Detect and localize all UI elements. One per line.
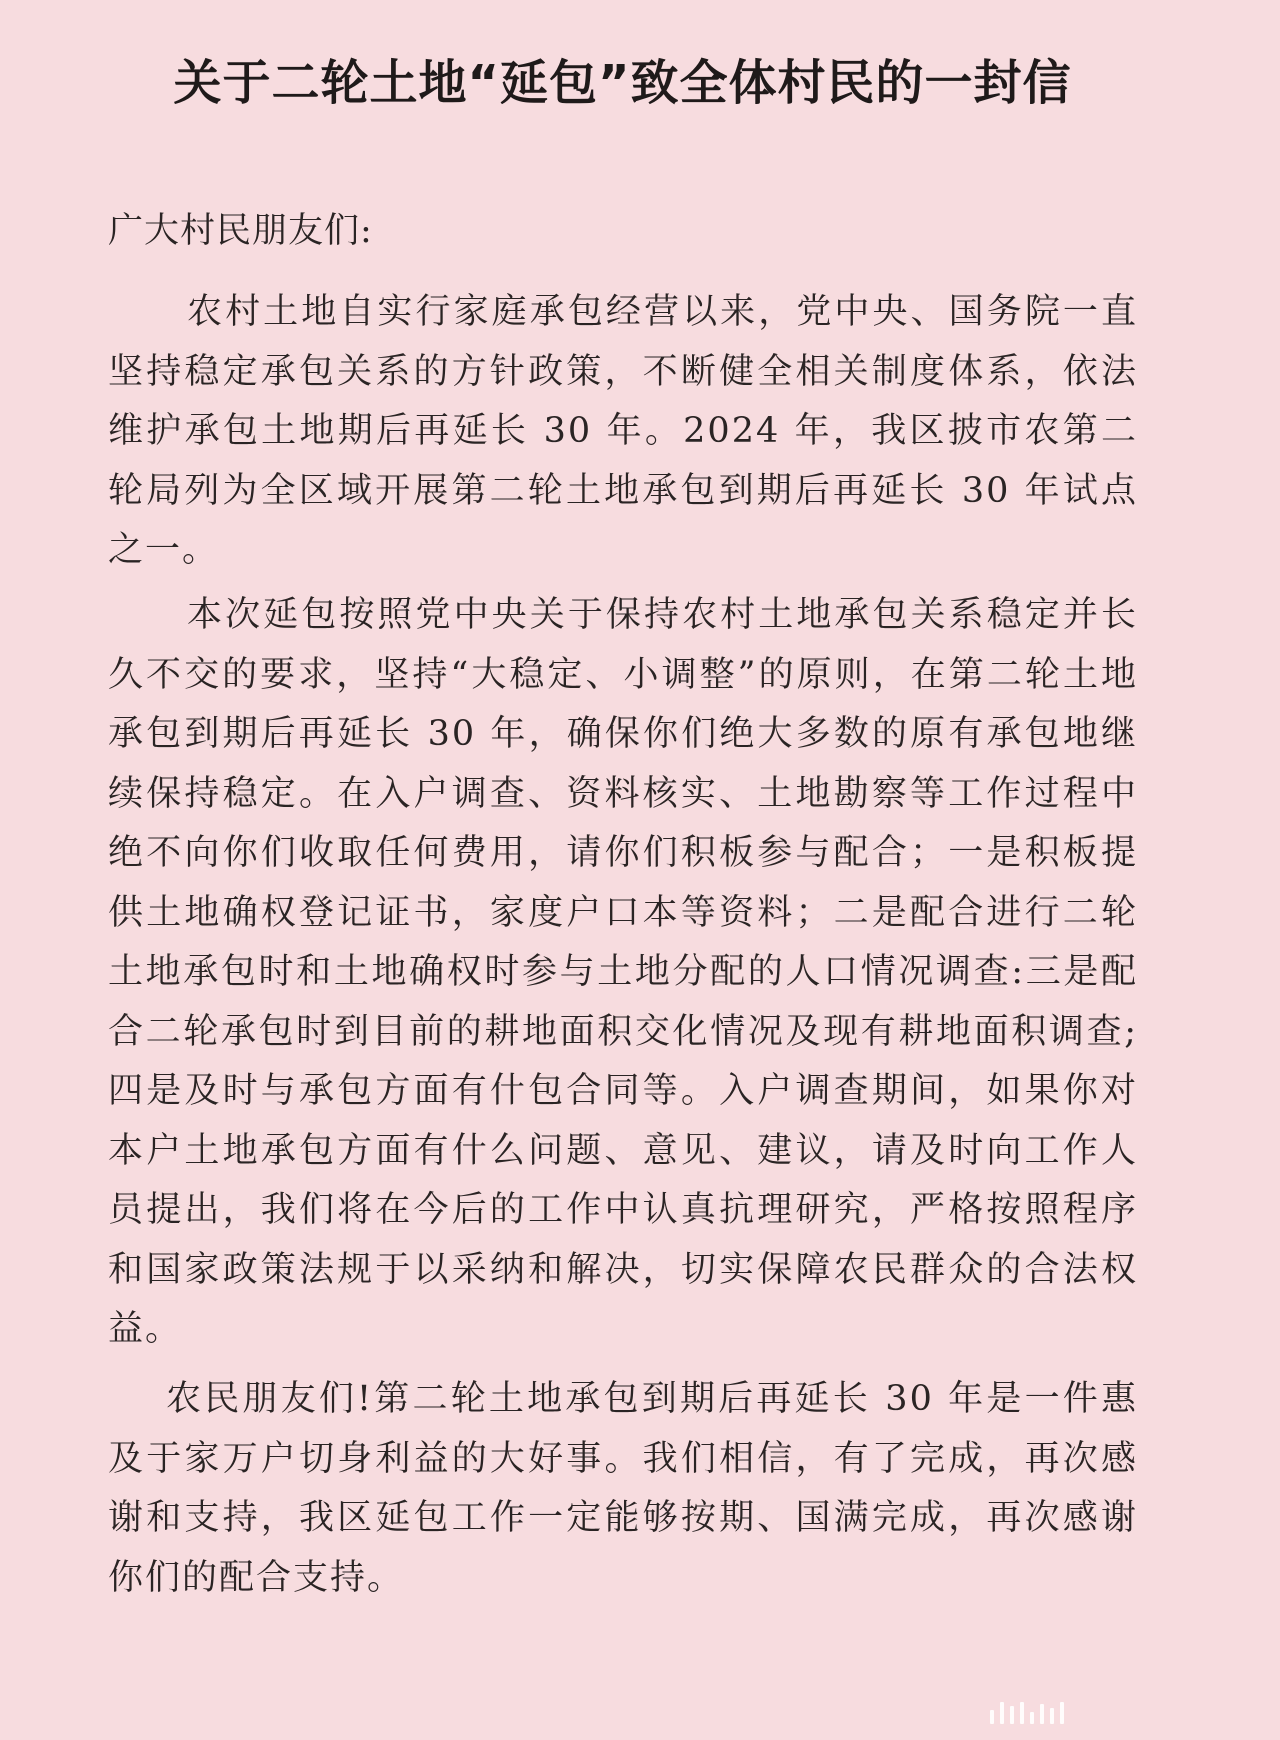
salutation: 广大村民朋友们: bbox=[108, 211, 373, 251]
paragraph-1: 农村土地自实行家庭承包经营以来，党中央、国务院一直坚持稳定承包关系的方针政策，不断健全相关制度体系，依法维护承包土地期后再延长 30 年。2024 年，我区披市农第二轮局列为全区域开展第二轮土地承包到期后再延长 30 年试点之一。 bbox=[108, 292, 1138, 570]
document-title: 关于二轮土地“延包”致全体村民的一封信 bbox=[173, 55, 1072, 111]
watermark-bars-icon bbox=[990, 1700, 1090, 1724]
paragraph-3: 农民朋友们!第二轮土地承包到期后再延长 30 年是一件惠及于家万户切身利益的大好事。我们相信，有了完成，再次感谢和支持，我区延包工作一定能够按期、国满完成，再次感谢你们的配合支持。 bbox=[108, 1379, 1138, 1598]
paragraph-2: 本次延包按照党中央关于保持农村土地承包关系稳定并长久不交的要求，坚持“大稳定、小调整”的原则，在第二轮土地承包到期后再延长 30 年，确保你们绝大多数的原有承包地继续保持稳定。在入户调查、资料核实、土地勘察等工作过程中绝不向你们收取任何费用，请你们积板参与配合；一是积板提供土地确权登记证书，家度户口本等资料；二是配合进行二轮土地承包时和土地确权时参与土地分配的人口情况调查:三是配合二轮承包时到目前的耕地面积交化情况及现有耕地面积调查;四是及时与承包方面有什包合同等。入户调查期间，如果你对本户土地承包方面有什么问题、意见、建议，请及时向工作人员提出，我们将在今后的工作中认真抗理研究，严格按照程序和国家政策法规于以采纳和解决，切实保障农民群众的合法权益。 bbox=[108, 595, 1138, 1349]
